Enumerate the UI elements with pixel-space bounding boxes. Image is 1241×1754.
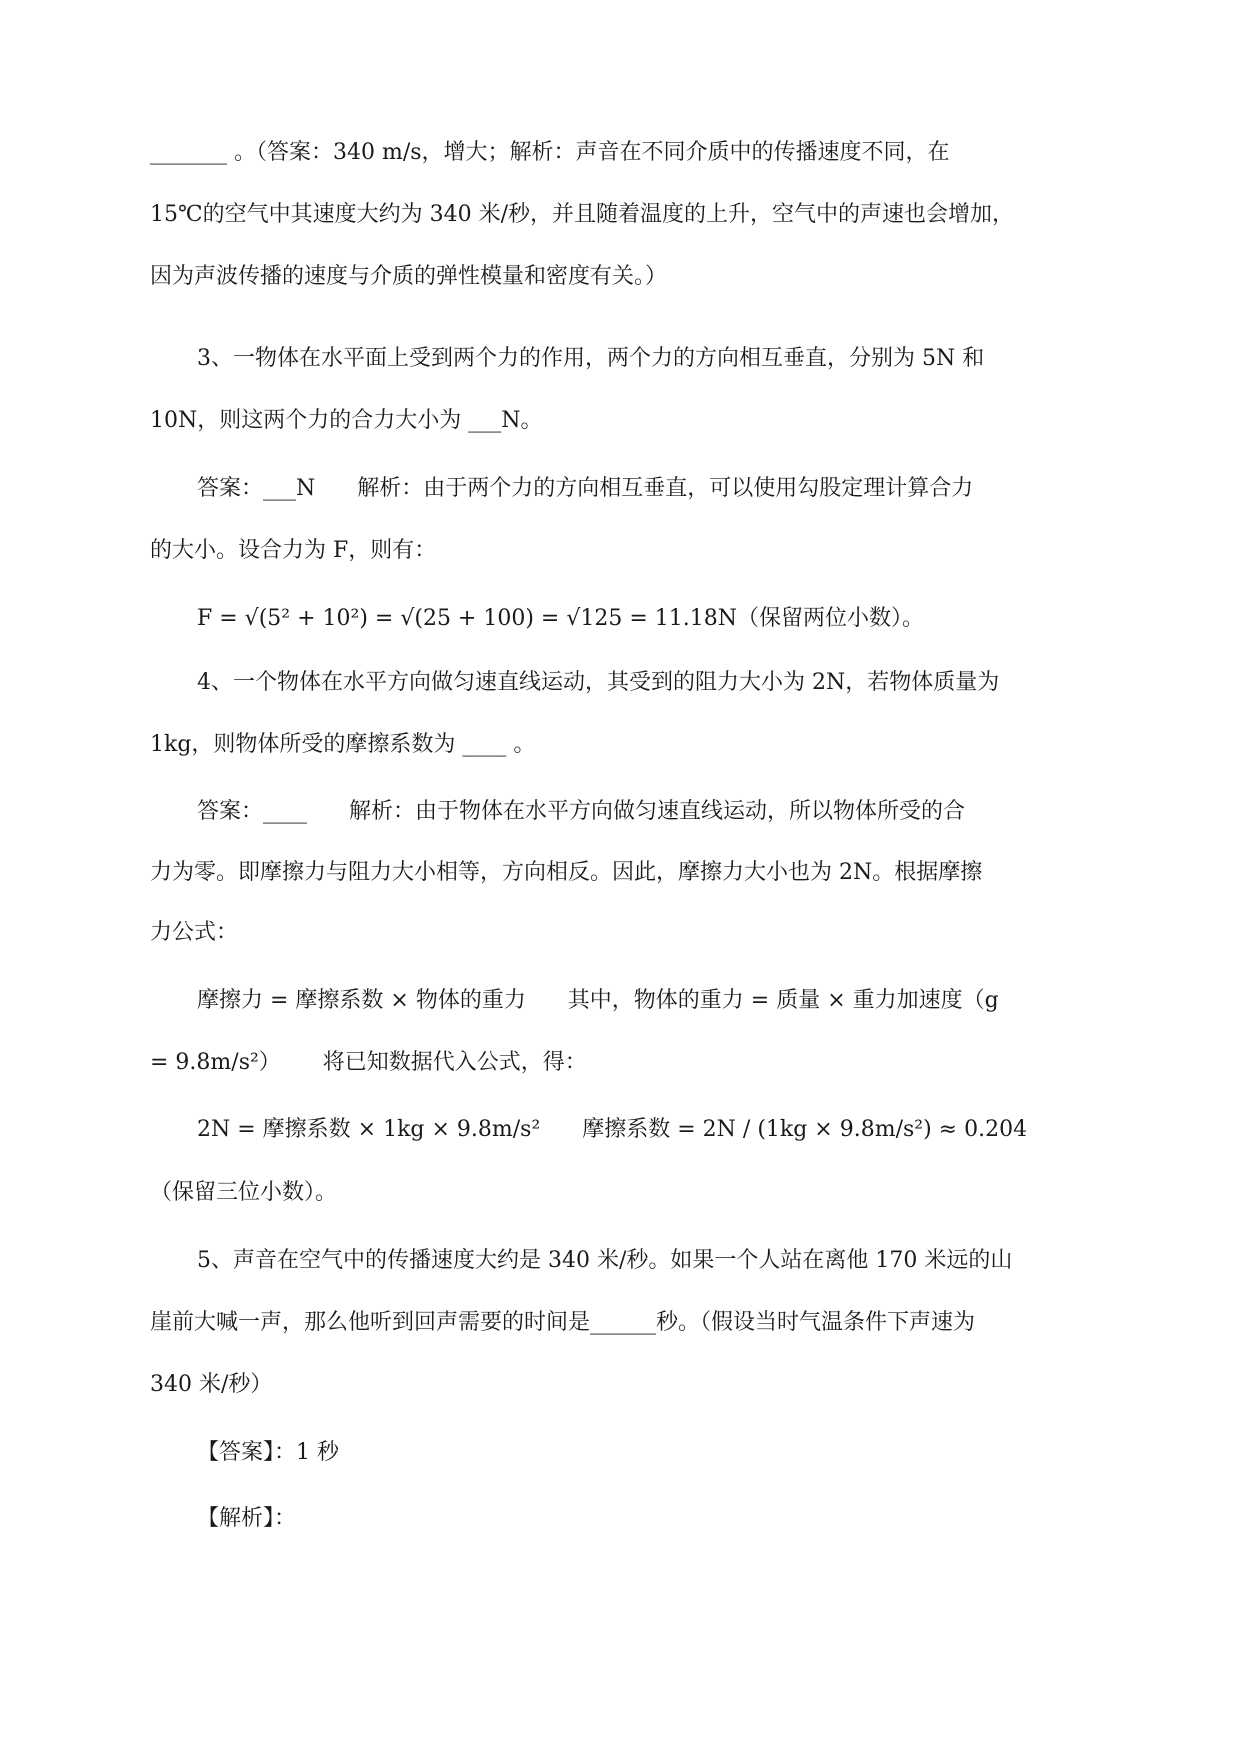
formula-line: 2N = 摩擦系数 × 1kg × 9.8m/s² 摩擦系数 = 2N / (1kg × 9.8m/s²) ≈ 0.204: [197, 1117, 1028, 1142]
answer-3: 答案：___N 解析：由于两个力的方向相互垂直，可以使用勾股定理计算合力: [197, 476, 974, 501]
text-line: 1kg，则物体所受的摩擦系数为 ____ 。: [150, 732, 536, 757]
text-line: 10N，则这两个力的合力大小为 ___N。: [150, 408, 543, 433]
text-line: 因为声波传播的速度与介质的弹性模量和密度有关。）: [150, 264, 668, 289]
text-line: _______ 。（答案：340 m/s，增大；解析：声音在不同介质中的传播速度不同，在: [150, 140, 950, 165]
text-line: （保留三位小数）。: [150, 1180, 338, 1205]
text-line: 力为零。即摩擦力与阻力大小相等，方向相反。因此，摩擦力大小也为 2N。根据摩擦: [150, 860, 983, 885]
text-line: 340 米/秒）: [150, 1372, 273, 1397]
formula-line: 摩擦力 = 摩擦系数 × 物体的重力 其中，物体的重力 = 质量 × 重力加速度（g: [197, 988, 999, 1013]
explanation-5: 【解析】：: [197, 1506, 297, 1531]
text-line: = 9.8m/s²） 将已知数据代入公式，得：: [150, 1050, 587, 1075]
text-line: 的大小。设合力为 F，则有：: [150, 538, 437, 563]
formula-line: F = √(5² + 10²) = √(25 + 100) = √125 = 11.18N（保留两位小数）。: [197, 606, 925, 631]
text-line: 崖前大喊一声，那么他听到回声需要的时间是______秒。（假设当时气温条件下声速为: [150, 1310, 976, 1335]
question-5: 5、声音在空气中的传播速度大约是 340 米/秒。如果一个人站在离他 170 米远的山: [197, 1248, 1013, 1273]
question-3: 3、一物体在水平面上受到两个力的作用，两个力的方向相互垂直，分别为 5N 和: [197, 346, 985, 371]
text-line: 15℃的空气中其速度大约为 340 米/秒，并且随着温度的上升，空气中的声速也会增加，: [150, 202, 1014, 227]
question-4: 4、一个物体在水平方向做匀速直线运动，其受到的阻力大小为 2N，若物体质量为: [197, 670, 1000, 695]
text-line: 力公式：: [150, 920, 239, 945]
answer-5: 【答案】：1 秒: [197, 1440, 339, 1465]
answer-4: 答案：____ 解析：由于物体在水平方向做匀速直线运动，所以物体所受的合: [197, 799, 965, 824]
